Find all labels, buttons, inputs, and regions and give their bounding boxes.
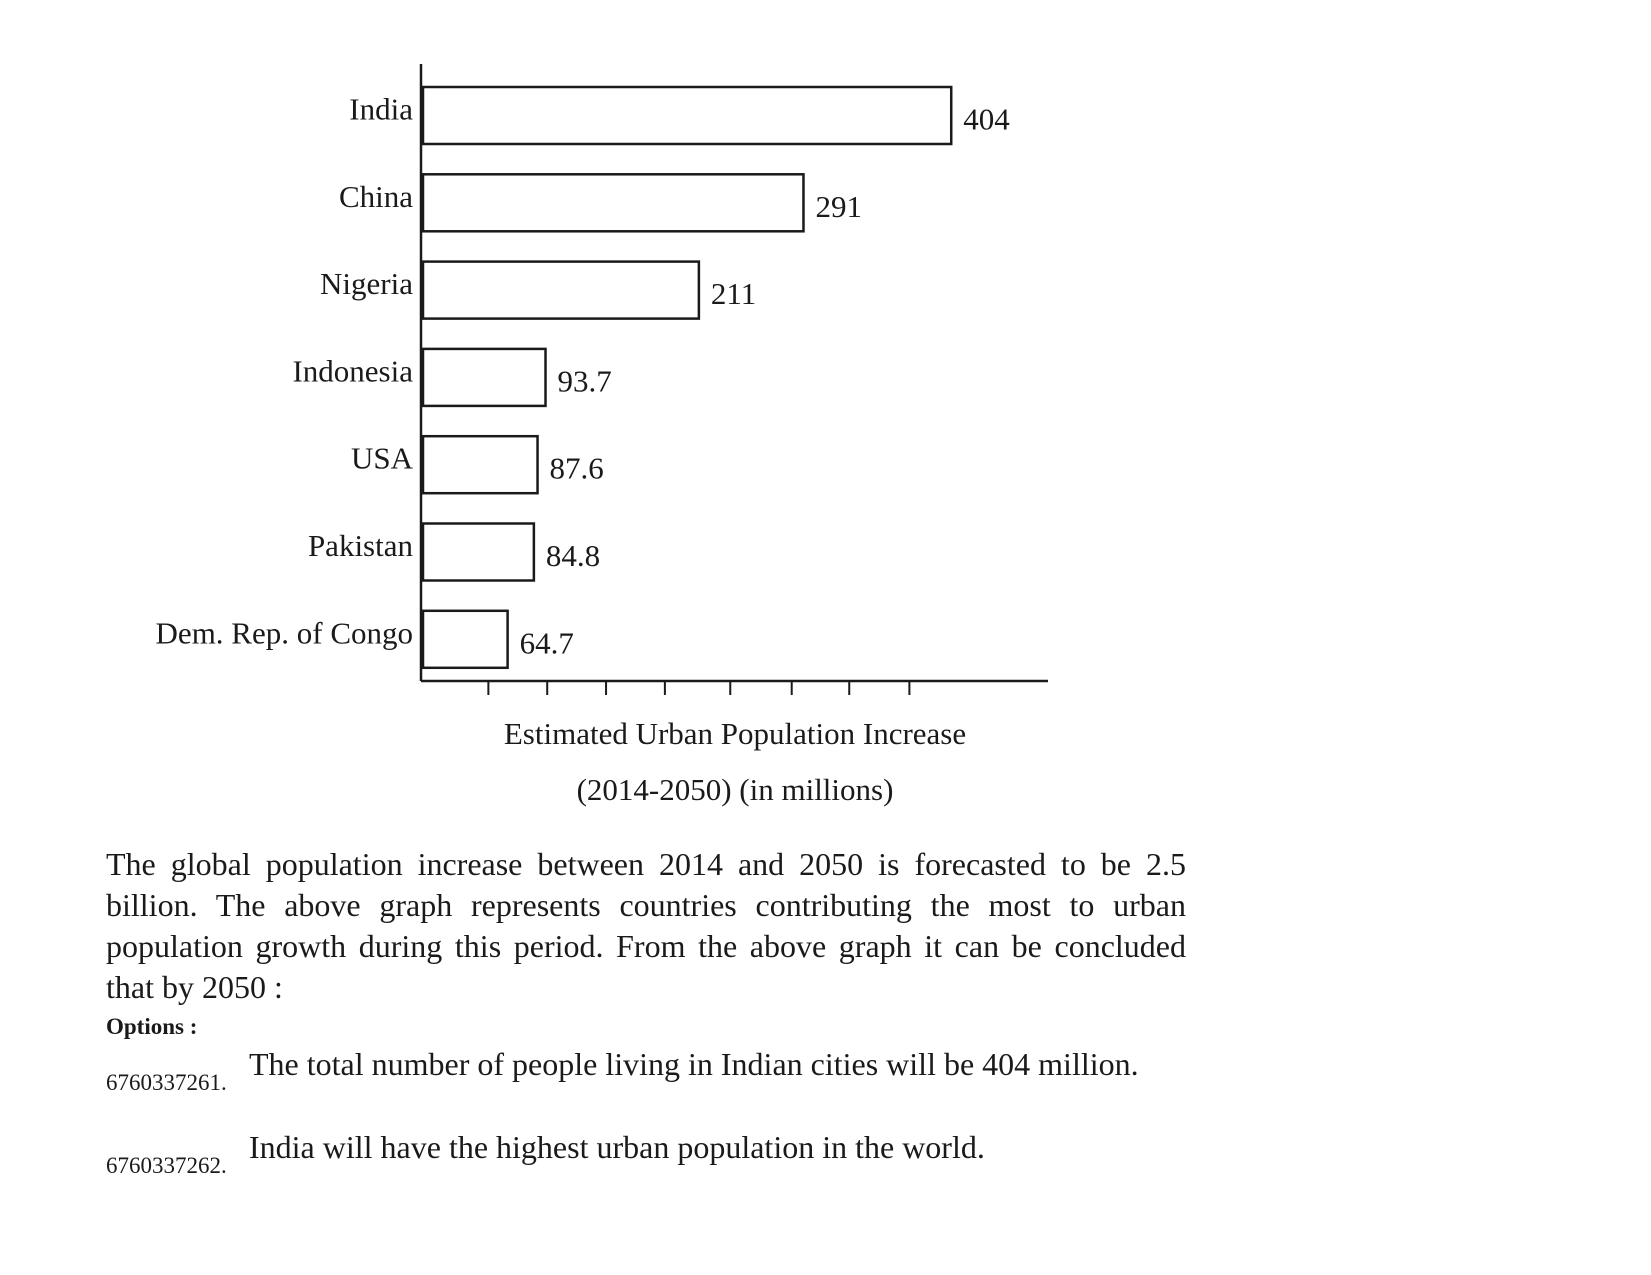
- x-axis-title-line2: (2014-2050) (in millions): [576, 772, 894, 807]
- category-label-5: Pakistan: [307, 528, 413, 563]
- question-text: The global population increase between 2014 and 2050 is forecasted to be 2.5 billion. The above graph represents countries contributing the most to urban population growth during this period. From the above graph it can be concluded that by 2050 :: [106, 846, 1186, 1005]
- options-heading: Options :: [106, 1014, 198, 1039]
- category-label-0: India: [349, 91, 413, 127]
- value-label-2: 211: [710, 276, 757, 312]
- bar-0: [423, 87, 951, 144]
- value-label-4: 87.6: [549, 450, 604, 486]
- option-1-text: The total number of people living in Indian cities will be 404 million.: [249, 1046, 1139, 1082]
- x-axis-ticks: [488, 681, 909, 695]
- value-label-0: 404: [963, 101, 1010, 137]
- bar-6: [423, 611, 508, 668]
- bar-5: [423, 524, 534, 581]
- bar-1: [423, 174, 803, 231]
- category-label-4: USA: [350, 440, 413, 476]
- option-2-id: 6760337262.: [106, 1153, 227, 1178]
- bar-4: [423, 436, 538, 493]
- value-label-3: 93.7: [557, 363, 612, 399]
- value-label-6: 64.7: [519, 625, 574, 661]
- option-2-text: India will have the highest urban population in the world.: [249, 1129, 985, 1165]
- bar-3: [423, 349, 546, 406]
- x-axis-title-line1: Estimated Urban Population Increase: [503, 716, 967, 751]
- bar-2: [423, 262, 699, 319]
- category-label-1: China: [338, 178, 413, 214]
- option-1-id: 6760337261.: [106, 1070, 227, 1095]
- bars-group: [156, 87, 1011, 668]
- category-label-6: Dem. Rep. of Congo: [155, 615, 413, 651]
- value-label-5: 84.8: [545, 538, 601, 573]
- category-label-3: Indonesia: [292, 353, 413, 389]
- category-label-2: Nigeria: [320, 266, 413, 302]
- value-label-1: 291: [815, 188, 862, 224]
